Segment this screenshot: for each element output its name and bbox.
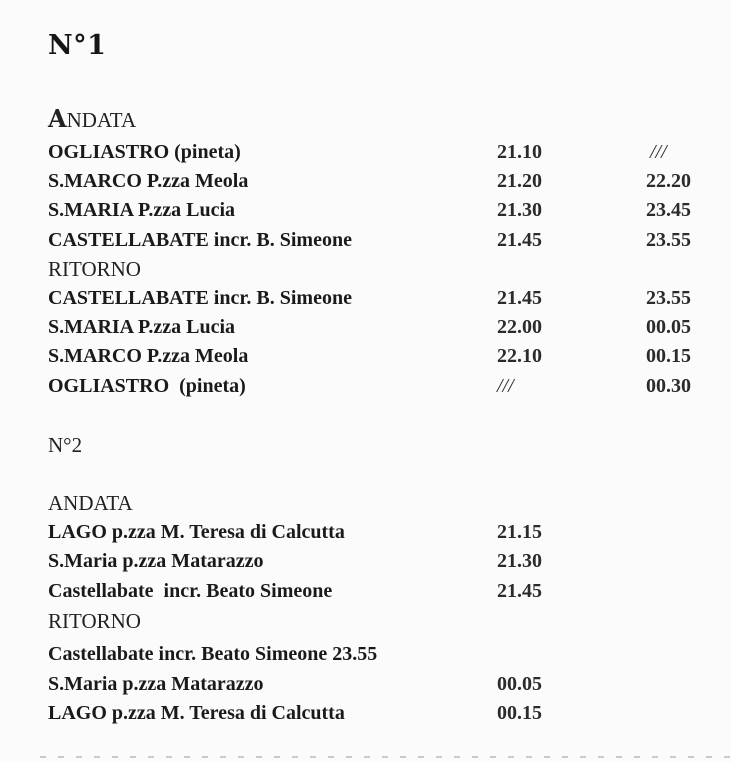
s1-ritorno-row-4-stop: OGLIASTRO (pineta): [48, 375, 246, 397]
cut-off-text-line: [40, 756, 730, 758]
s1-ritorno-row-3-stop: S.MARCO P.zza Meola: [48, 345, 249, 367]
s2-andata-row-2-stop: S.Maria p.zza Matarazzo: [48, 550, 264, 572]
andata-heading-rest: NDATA: [66, 108, 137, 132]
s1-ritorno-row-1-stop: CASTELLABATE incr. B. Simeone: [48, 287, 352, 309]
s2-ritorno-row-3-stop: LAGO p.zza M. Teresa di Calcutta: [48, 702, 345, 724]
andata-heading-initial: A: [48, 104, 67, 133]
s1-andata-row-2-time1: 21.20: [497, 170, 542, 192]
s1-ritorno-row-1-time1: 21.45: [497, 287, 542, 309]
s1-ritorno-row-3-time2: 00.15: [646, 345, 691, 367]
s1-andata-row-3-time1: 21.30: [497, 199, 542, 221]
s2-andata-row-1-time1: 21.15: [497, 521, 542, 543]
s1-ritorno-row-1-time2: 23.55: [646, 287, 691, 309]
s1-ritorno-row-2-stop: S.MARIA P.zza Lucia: [48, 316, 236, 338]
s1-andata-row-4-time2: 23.55: [646, 229, 691, 251]
s1-andata-row-2-stop: S.MARCO P.zza Meola: [48, 170, 249, 192]
s1-andata-row-3-stop: S.MARIA P.zza Lucia: [48, 199, 236, 221]
s1-andata-row-3-time2: 23.45: [646, 199, 691, 221]
s2-ritorno-row-1-stop: Castellabate incr. Beato Simeone 23.55: [48, 643, 378, 665]
s2-ritorno-row-2-time1: 00.05: [497, 673, 542, 695]
section1-andata-heading: [48, 104, 136, 133]
s1-andata-row-1-time1: 21.10: [497, 141, 542, 163]
s1-ritorno-row-2-time2: 00.05: [646, 316, 691, 338]
s2-andata-row-3-stop: Castellabate incr. Beato Simeone: [48, 580, 333, 602]
section2-andata-heading: ANDATA: [48, 491, 133, 515]
s2-andata-row-3-time1: 21.45: [497, 580, 542, 602]
s1-ritorno-row-4-time2: 00.30: [646, 375, 691, 397]
s1-andata-row-2-time2: 22.20: [646, 170, 691, 192]
s2-andata-row-1-stop: LAGO p.zza M. Teresa di Calcutta: [48, 521, 345, 543]
s1-ritorno-row-4-time1: ///: [497, 375, 514, 397]
s2-andata-row-2-time1: 21.30: [497, 550, 542, 572]
s1-andata-row-4-time1: 21.45: [497, 229, 542, 251]
s1-ritorno-row-3-time1: 22.10: [497, 345, 542, 367]
s1-andata-row-4-stop: CASTELLABATE incr. B. Simeone: [48, 229, 352, 251]
s1-andata-row-1-stop: OGLIASTRO (pineta): [48, 141, 241, 163]
s1-ritorno-row-2-time1: 22.00: [497, 316, 542, 338]
section1-title: N°1: [48, 30, 107, 61]
section2-ritorno-heading: RITORNO: [48, 609, 141, 633]
section1-ritorno-heading: RITORNO: [48, 257, 141, 281]
section2-title: N°2: [48, 433, 83, 457]
s2-ritorno-row-3-time1: 00.15: [497, 702, 542, 724]
s2-ritorno-row-2-stop: S.Maria p.zza Matarazzo: [48, 673, 264, 695]
s1-andata-row-1-time2: ///: [650, 141, 667, 163]
